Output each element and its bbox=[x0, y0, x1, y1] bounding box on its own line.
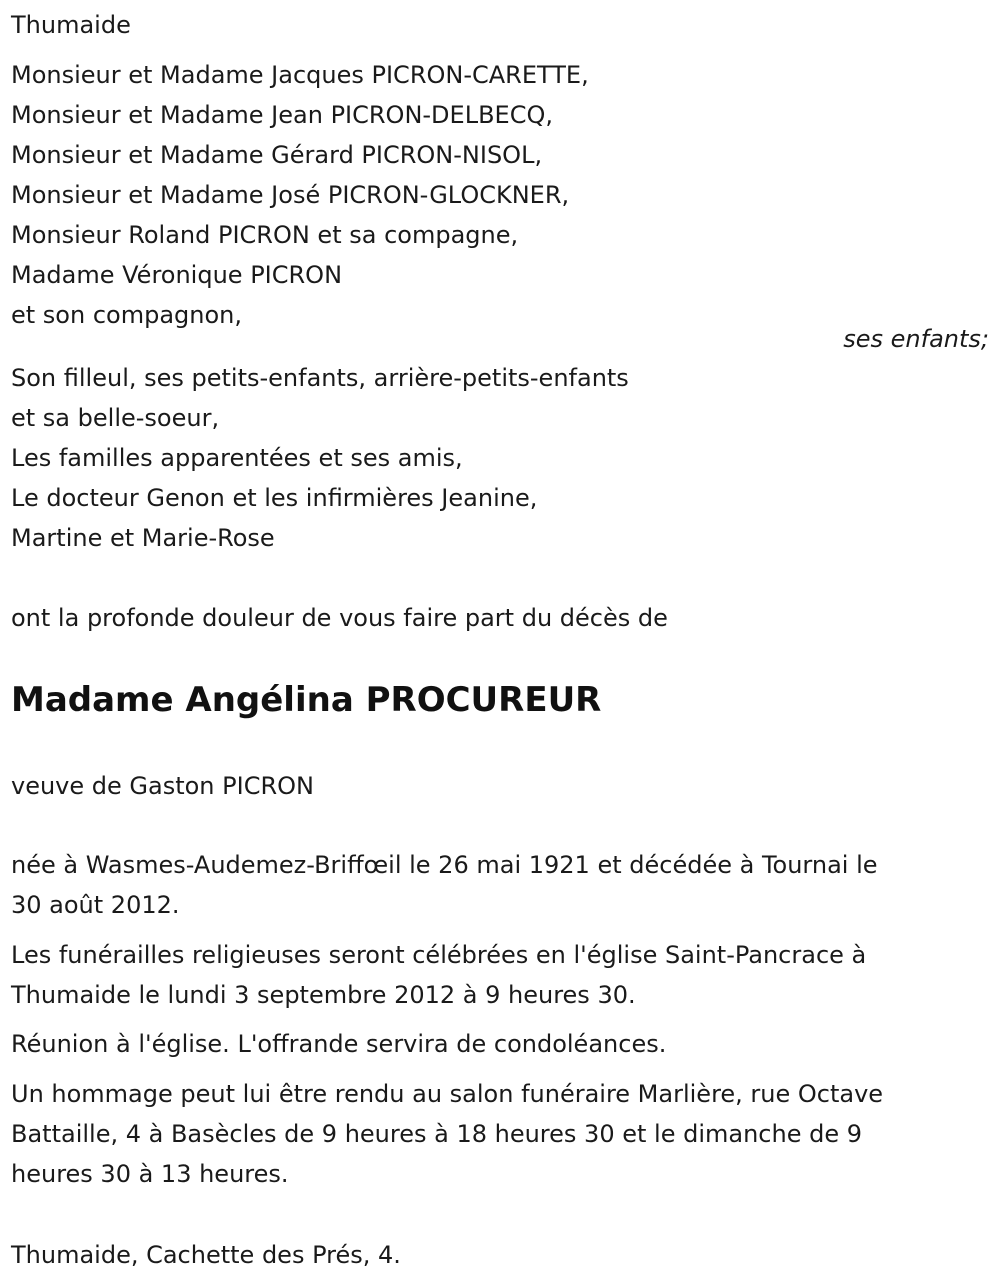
place-header: Thumaide bbox=[11, 11, 131, 39]
mourner-line: et sa belle-soeur, bbox=[11, 404, 220, 432]
children-relation: ses enfants; bbox=[843, 325, 989, 353]
mourner-line: Son filleul, ses petits-enfants, arrière-petits-enfants bbox=[11, 364, 629, 392]
paragraph-line: 30 août 2012. bbox=[11, 891, 180, 919]
paragraph-line: Un hommage peut lui être rendu au salon funéraire Marlière, rue Octave bbox=[11, 1080, 884, 1108]
mourner-line: Les familles apparentées et ses amis, bbox=[11, 444, 463, 472]
announcement-text: ont la profonde douleur de vous faire part du décès de bbox=[11, 604, 668, 632]
paragraph-line: Les funérailles religieuses seront célébrées en l'église Saint-Pancrace à bbox=[11, 941, 867, 969]
child-line: Monsieur et Madame Jacques PICRON-CARETTE, bbox=[11, 61, 589, 89]
child-line: et son compagnon, bbox=[11, 301, 242, 329]
paragraph-line: Battaille, 4 à Basècles de 9 heures à 18 heures 30 et le dimanche de 9 bbox=[11, 1120, 862, 1148]
child-line: Madame Véronique PICRON bbox=[11, 261, 343, 289]
widow-of-text: veuve de Gaston PICRON bbox=[11, 772, 314, 800]
address-line: Thumaide, Cachette des Prés, 4. bbox=[11, 1241, 401, 1269]
child-line: Monsieur Roland PICRON et sa compagne, bbox=[11, 221, 519, 249]
paragraph-line: née à Wasmes-Audemez-Briffœil le 26 mai 1921 et décédée à Tournai le bbox=[11, 851, 878, 879]
paragraph-line: heures 30 à 13 heures. bbox=[11, 1160, 289, 1188]
child-line: Monsieur et Madame Gérard PICRON-NISOL, bbox=[11, 141, 543, 169]
mourner-line: Le docteur Genon et les infirmières Jeanine, bbox=[11, 484, 538, 512]
meeting-paragraph: Réunion à l'église. L'offrande servira de condoléances. bbox=[11, 1030, 667, 1058]
child-line: Monsieur et Madame José PICRON-GLOCKNER, bbox=[11, 181, 570, 209]
deceased-name: Madame Angélina PROCUREUR bbox=[11, 680, 602, 720]
child-line: Monsieur et Madame Jean PICRON-DELBECQ, bbox=[11, 101, 553, 129]
mourner-line: Martine et Marie-Rose bbox=[11, 524, 275, 552]
paragraph-line: Thumaide le lundi 3 septembre 2012 à 9 heures 30. bbox=[11, 981, 636, 1009]
